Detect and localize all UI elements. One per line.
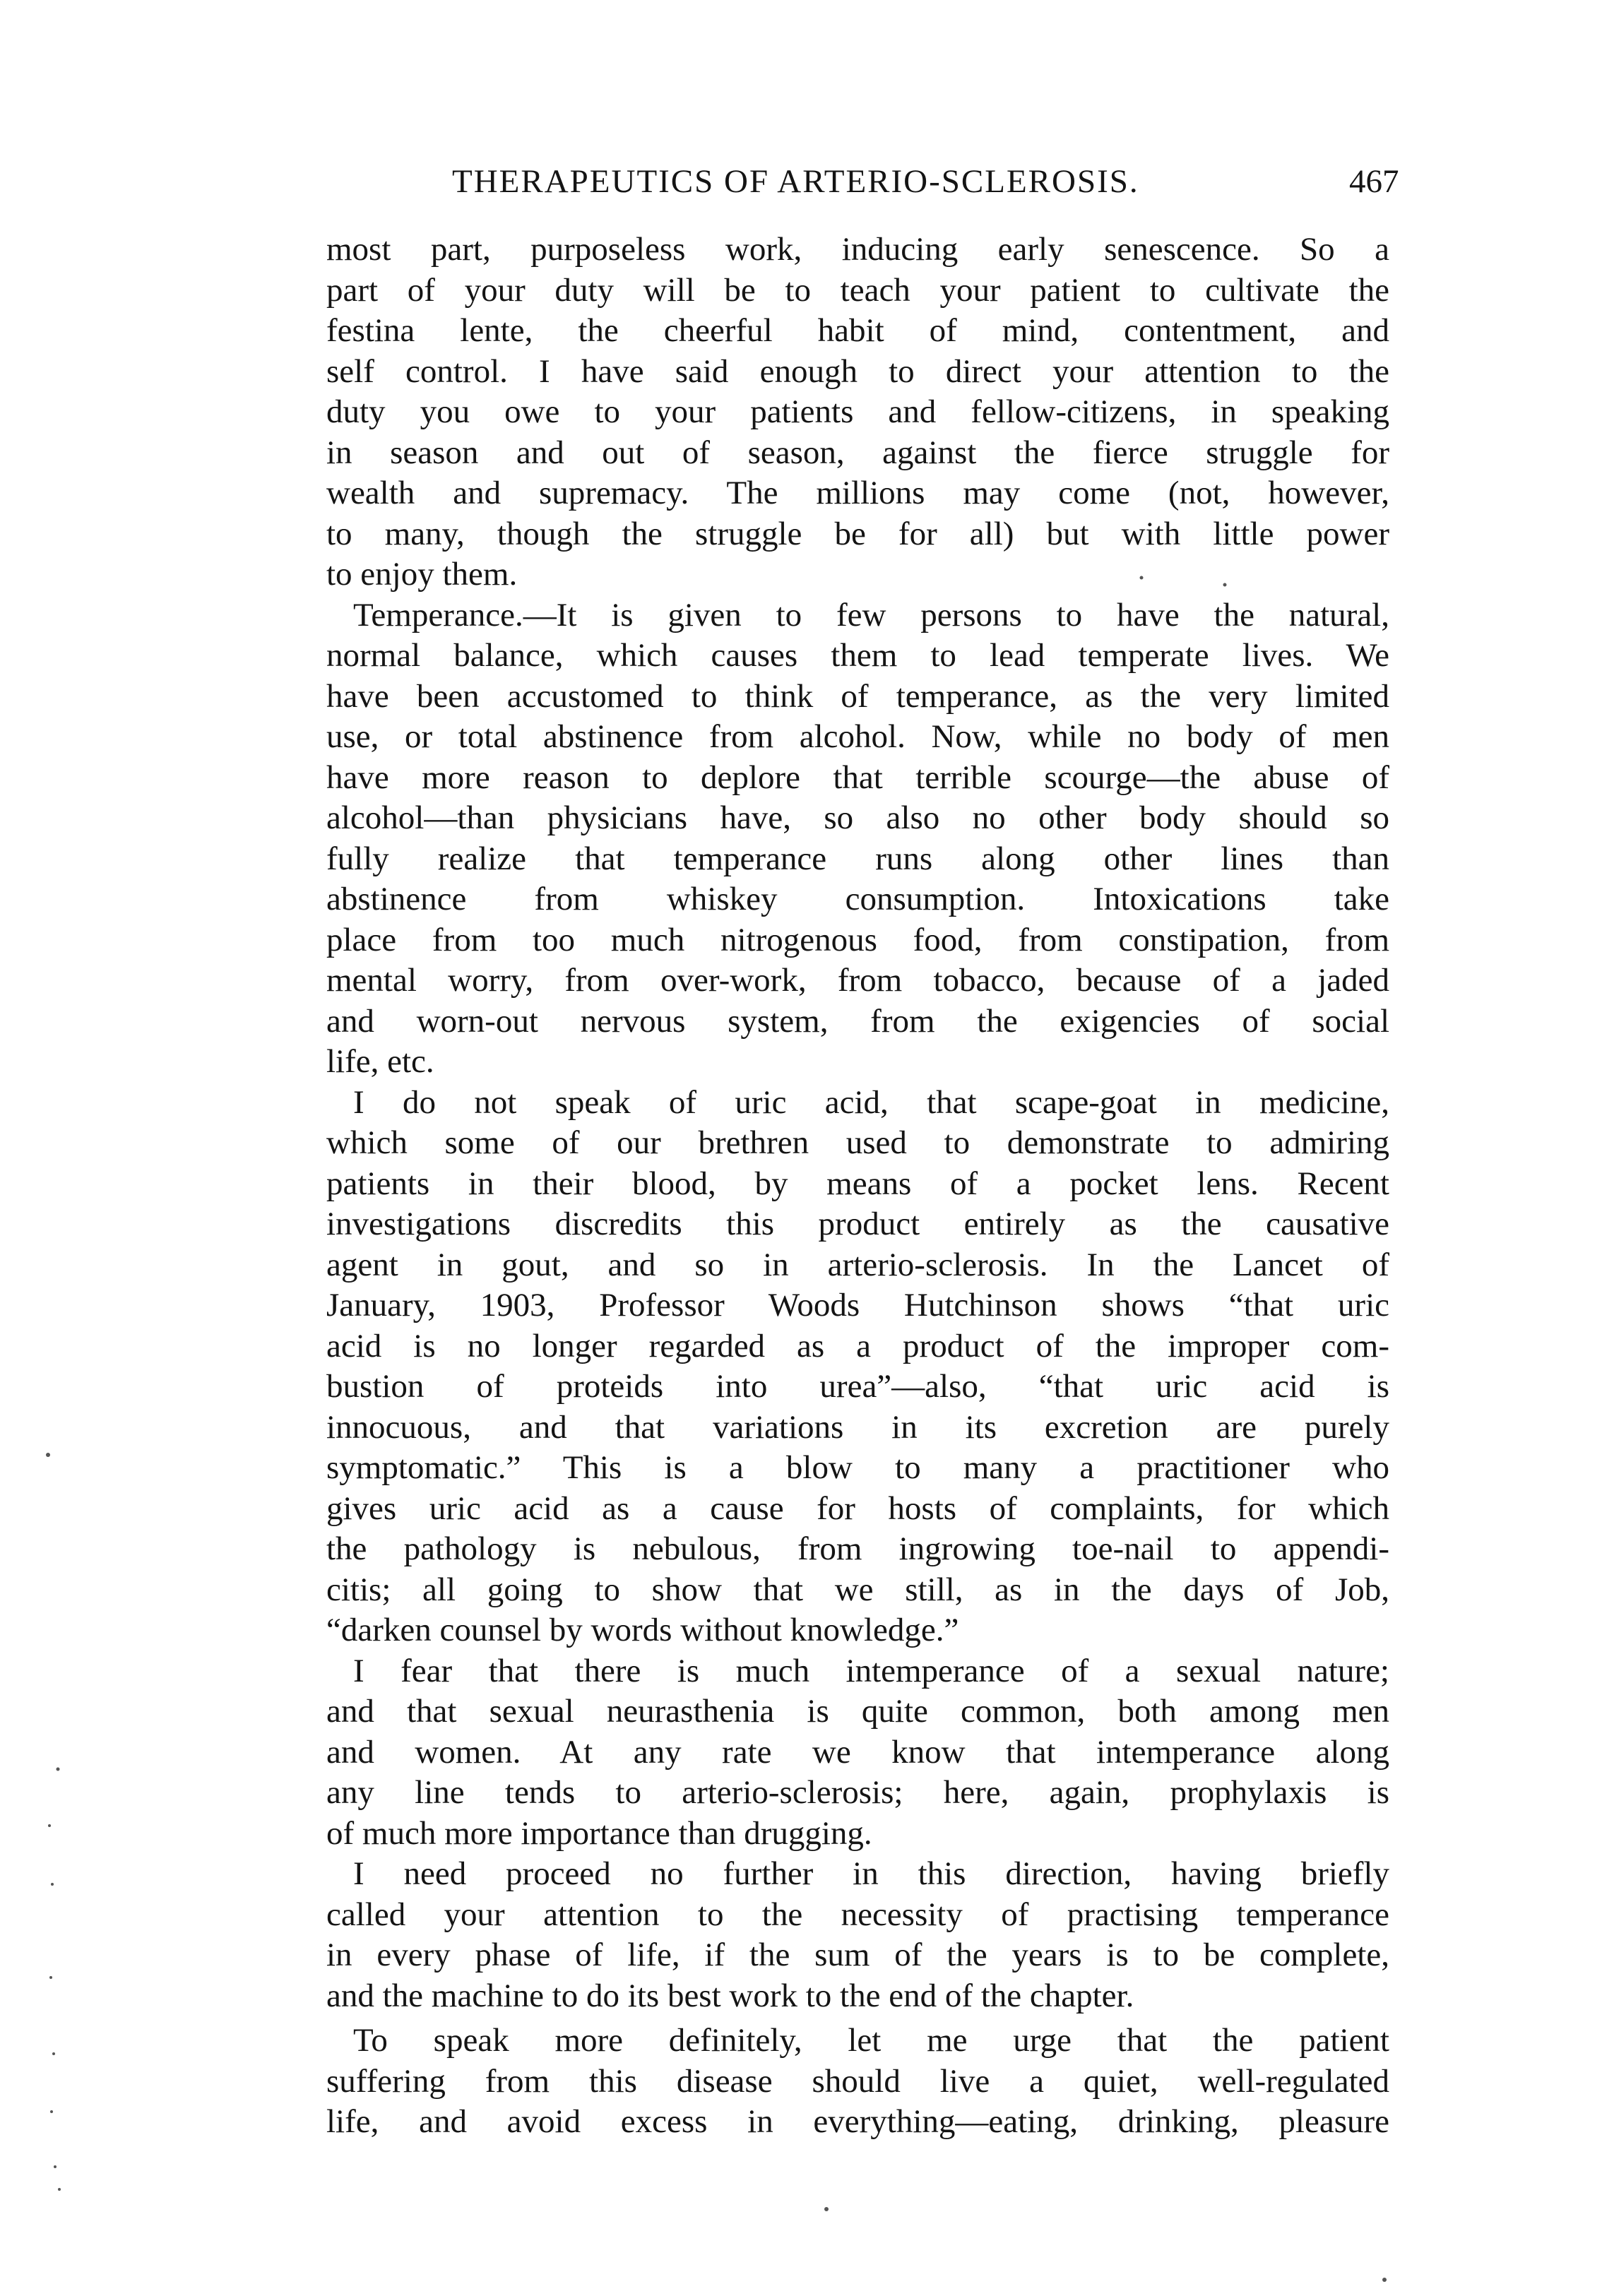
text-line: in every phase of life, if the sum of the years is to be complete, [326, 1937, 1389, 1973]
page-number: 467 [1349, 163, 1399, 200]
body-text [326, 230, 1389, 2143]
text-line: to enjoy them. [326, 556, 518, 593]
text-line: and the machine to do its best work to the end of the chapter. [326, 1977, 1134, 2014]
text-line: any line tends to arterio-sclerosis; here, again, prophylaxis is [326, 1774, 1389, 1811]
text-line: January, 1903, Professor Woods Hutchinson shows “that uric [326, 1287, 1389, 1324]
text-line: To speak more definitely, let me urge that the patient [353, 2022, 1389, 2059]
text-line: bustion of proteids into urea”—also, “that uric acid is [326, 1368, 1389, 1405]
text-line: suffering from this disease should live a quiet, well-regulated [326, 2062, 1389, 2100]
text-line: and worn-out nervous system, from the exigencies of social [326, 1002, 1389, 1040]
text-line: I do not speak of uric acid, that scape-goat in medicine, [353, 1083, 1389, 1121]
text-line: I need proceed no further in this direction, having briefly [353, 1855, 1389, 1892]
text-line: Temperance.—It is given to few persons to have the natural, [353, 596, 1389, 634]
text-line: innocuous, and that variations in its excretion are purely [326, 1408, 1389, 1446]
text-line: symptomatic.” This is a blow to many a practitioner who [326, 1449, 1389, 1486]
text-line: I fear that there is much intemperance of a sexual nature; [353, 1652, 1389, 1689]
text-line: mental worry, from over-work, from tobacco, because of a jaded [326, 962, 1389, 999]
text-line: part of your duty will be to teach your patient to cultivate the [326, 271, 1389, 309]
text-line: most part, purposeless work, inducing early senescence. So a [326, 231, 1389, 268]
running-title: THERAPEUTICS OF ARTERIO-SCLEROSIS. [452, 163, 1139, 200]
text-line: fully realize that temperance runs along other lines than [326, 840, 1389, 877]
text-line: life, etc. [326, 1043, 434, 1080]
text-line: gives uric acid as a cause for hosts of complaints, for which [326, 1489, 1389, 1527]
text-line: normal balance, which causes them to lead temperate lives. We [326, 637, 1389, 674]
running-header [0, 157, 1602, 206]
text-line: wealth and supremacy. The millions may come (not, however, [326, 475, 1389, 511]
text-line: agent in gout, and so in arterio-sclerosis. In the Lancet of [326, 1246, 1389, 1283]
text-line: and women. At any rate we know that intemperance along [326, 1733, 1389, 1771]
text-line: investigations discredits this product entirely as the causative [326, 1206, 1389, 1242]
text-line: of much more importance than drugging. [326, 1814, 872, 1852]
text-line: “darken counsel by words without knowledge.” [326, 1612, 959, 1648]
text-line: self control. I have said enough to direct your attention to the [326, 352, 1389, 390]
text-line: in season and out of season, against the fierce struggle for [326, 434, 1389, 471]
text-line: place from too much nitrogenous food, from constipation, from [326, 921, 1389, 958]
text-line: alcohol—than physicians have, so also no other body should so [326, 799, 1389, 836]
text-line: citis; all going to show that we still, as in the days of Job, [326, 1571, 1389, 1608]
text-line: have been accustomed to think of temperance, as the very limited [326, 677, 1389, 715]
text-line: which some of our brethren used to demonstrate to admiring [326, 1124, 1389, 1161]
text-line: life, and avoid excess in everything—eating, drinking, pleasure [326, 2103, 1389, 2140]
text-line: the pathology is nebulous, from ingrowing toe-nail to appendi- [326, 1530, 1389, 1567]
text-line: and that sexual neurasthenia is quite common, both among men [326, 1693, 1389, 1730]
text-line: use, or total abstinence from alcohol. Now, while no body of men [326, 718, 1389, 755]
text-line: acid is no longer regarded as a product of the improper com- [326, 1327, 1389, 1364]
text-line: festina lente, the cheerful habit of mind, contentment, and [326, 312, 1389, 349]
text-line: have more reason to deplore that terrible scourge—the abuse of [326, 759, 1389, 796]
text-line: patients in their blood, by means of a pocket lens. Recent [326, 1165, 1389, 1202]
text-line: to many, though the struggle be for all) but with little power [326, 515, 1389, 552]
text-line: abstinence from whiskey consumption. Intoxications take [326, 881, 1389, 917]
text-line: called your attention to the necessity of practising temperance [326, 1896, 1389, 1933]
text-line: duty you owe to your patients and fellow-citizens, in speaking [326, 393, 1389, 430]
